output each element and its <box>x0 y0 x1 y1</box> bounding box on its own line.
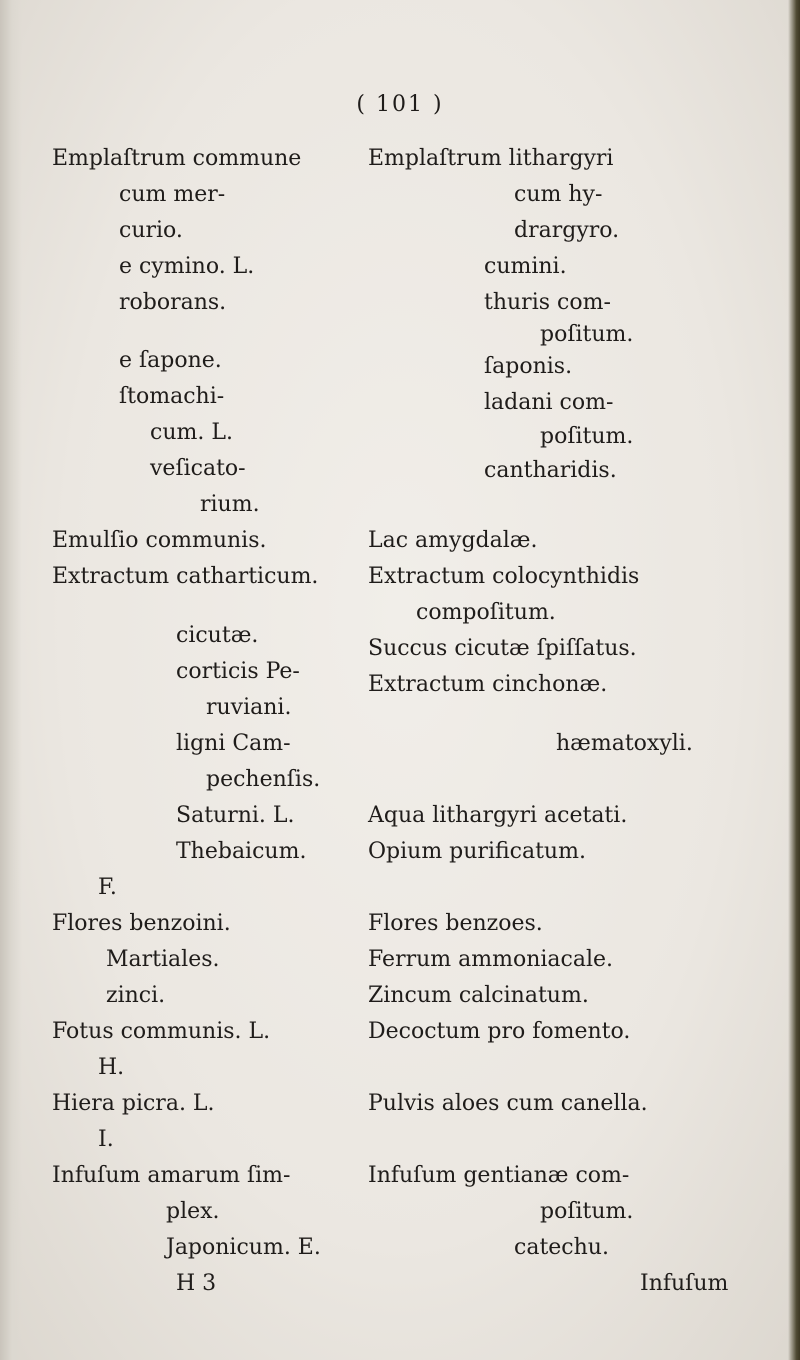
right-entry: cumini. <box>484 254 567 279</box>
right-entry: poſitum. <box>540 322 634 347</box>
right-entry: compoſitum. <box>416 600 556 625</box>
section-letter: F. <box>98 875 117 900</box>
left-entry: pechenſis. <box>206 767 321 792</box>
left-entry: cum mer- <box>119 182 226 207</box>
page-edge <box>788 0 800 1360</box>
left-entry: Emulſio communis. <box>52 528 267 553</box>
catchword-signature: H 3 <box>176 1271 217 1296</box>
right-entry: cantharidis. <box>484 458 617 483</box>
left-entry: plex. <box>166 1199 220 1224</box>
right-entry: Opium purificatum. <box>368 839 586 864</box>
right-entry: poſitum. <box>540 1199 634 1224</box>
left-entry: ruviani. <box>206 695 292 720</box>
page-gutter-shadow <box>0 0 22 1360</box>
right-entry: cum hy- <box>514 182 603 207</box>
left-entry: e cymino. L. <box>119 254 255 279</box>
left-entry: Extractum catharticum. <box>52 564 319 589</box>
left-entry: roborans. <box>119 290 227 315</box>
catchword: Infuſum <box>640 1271 729 1296</box>
right-entry: catechu. <box>514 1235 609 1260</box>
left-entry: ſtomachi- <box>119 384 225 409</box>
left-entry: Saturni. L. <box>176 803 295 828</box>
section-letter: H. <box>98 1055 125 1080</box>
right-entry: Lac amygdalæ. <box>368 528 538 553</box>
left-entry: cum. L. <box>150 420 233 445</box>
left-entry: Martiales. <box>106 947 220 972</box>
right-entry: drargyro. <box>514 218 620 243</box>
right-entry: Ferrum ammoniacale. <box>368 947 614 972</box>
right-entry: Decoctum pro fomento. <box>368 1019 631 1044</box>
page-number: ( 101 ) <box>356 92 444 117</box>
left-entry: rium. <box>200 492 260 517</box>
left-entry: Japonicum. E. <box>166 1235 321 1260</box>
right-entry: Succus cicutæ ſpiſſatus. <box>368 636 637 661</box>
right-entry: thuris com- <box>484 290 611 315</box>
right-entry: Emplaſtrum lithargyri <box>368 146 614 171</box>
right-entry: ladani com- <box>484 390 614 415</box>
left-entry: ligni Cam- <box>176 731 291 756</box>
right-entry: Flores benzoes. <box>368 911 543 936</box>
left-entry: e ſapone. <box>119 348 222 373</box>
left-entry: Flores benzoini. <box>52 911 231 936</box>
right-entry: Extractum cinchonæ. <box>368 672 608 697</box>
right-entry: ſaponis. <box>484 354 573 379</box>
left-entry: veſicato- <box>150 456 246 481</box>
right-entry: Aqua lithargyri acetati. <box>368 803 628 828</box>
left-entry: zinci. <box>106 983 166 1008</box>
right-entry: Zincum calcinatum. <box>368 983 589 1008</box>
right-entry: Pulvis aloes cum canella. <box>368 1091 648 1116</box>
left-entry: Infuſum amarum ſim- <box>52 1163 291 1188</box>
right-entry: Extractum colocynthidis <box>368 564 640 589</box>
left-entry: cicutæ. <box>176 623 259 648</box>
left-entry: Hiera picra. L. <box>52 1091 215 1116</box>
left-entry: Fotus communis. L. <box>52 1019 271 1044</box>
left-entry: corticis Pe- <box>176 659 300 684</box>
right-entry: poſitum. <box>540 424 634 449</box>
right-entry: hæmatoxyli. <box>556 731 693 756</box>
left-entry: curio. <box>119 218 183 243</box>
section-letter: I. <box>98 1127 114 1152</box>
right-entry: Infuſum gentianæ com- <box>368 1163 630 1188</box>
left-entry: Emplaſtrum commune <box>52 146 302 171</box>
left-entry: Thebaicum. <box>176 839 307 864</box>
